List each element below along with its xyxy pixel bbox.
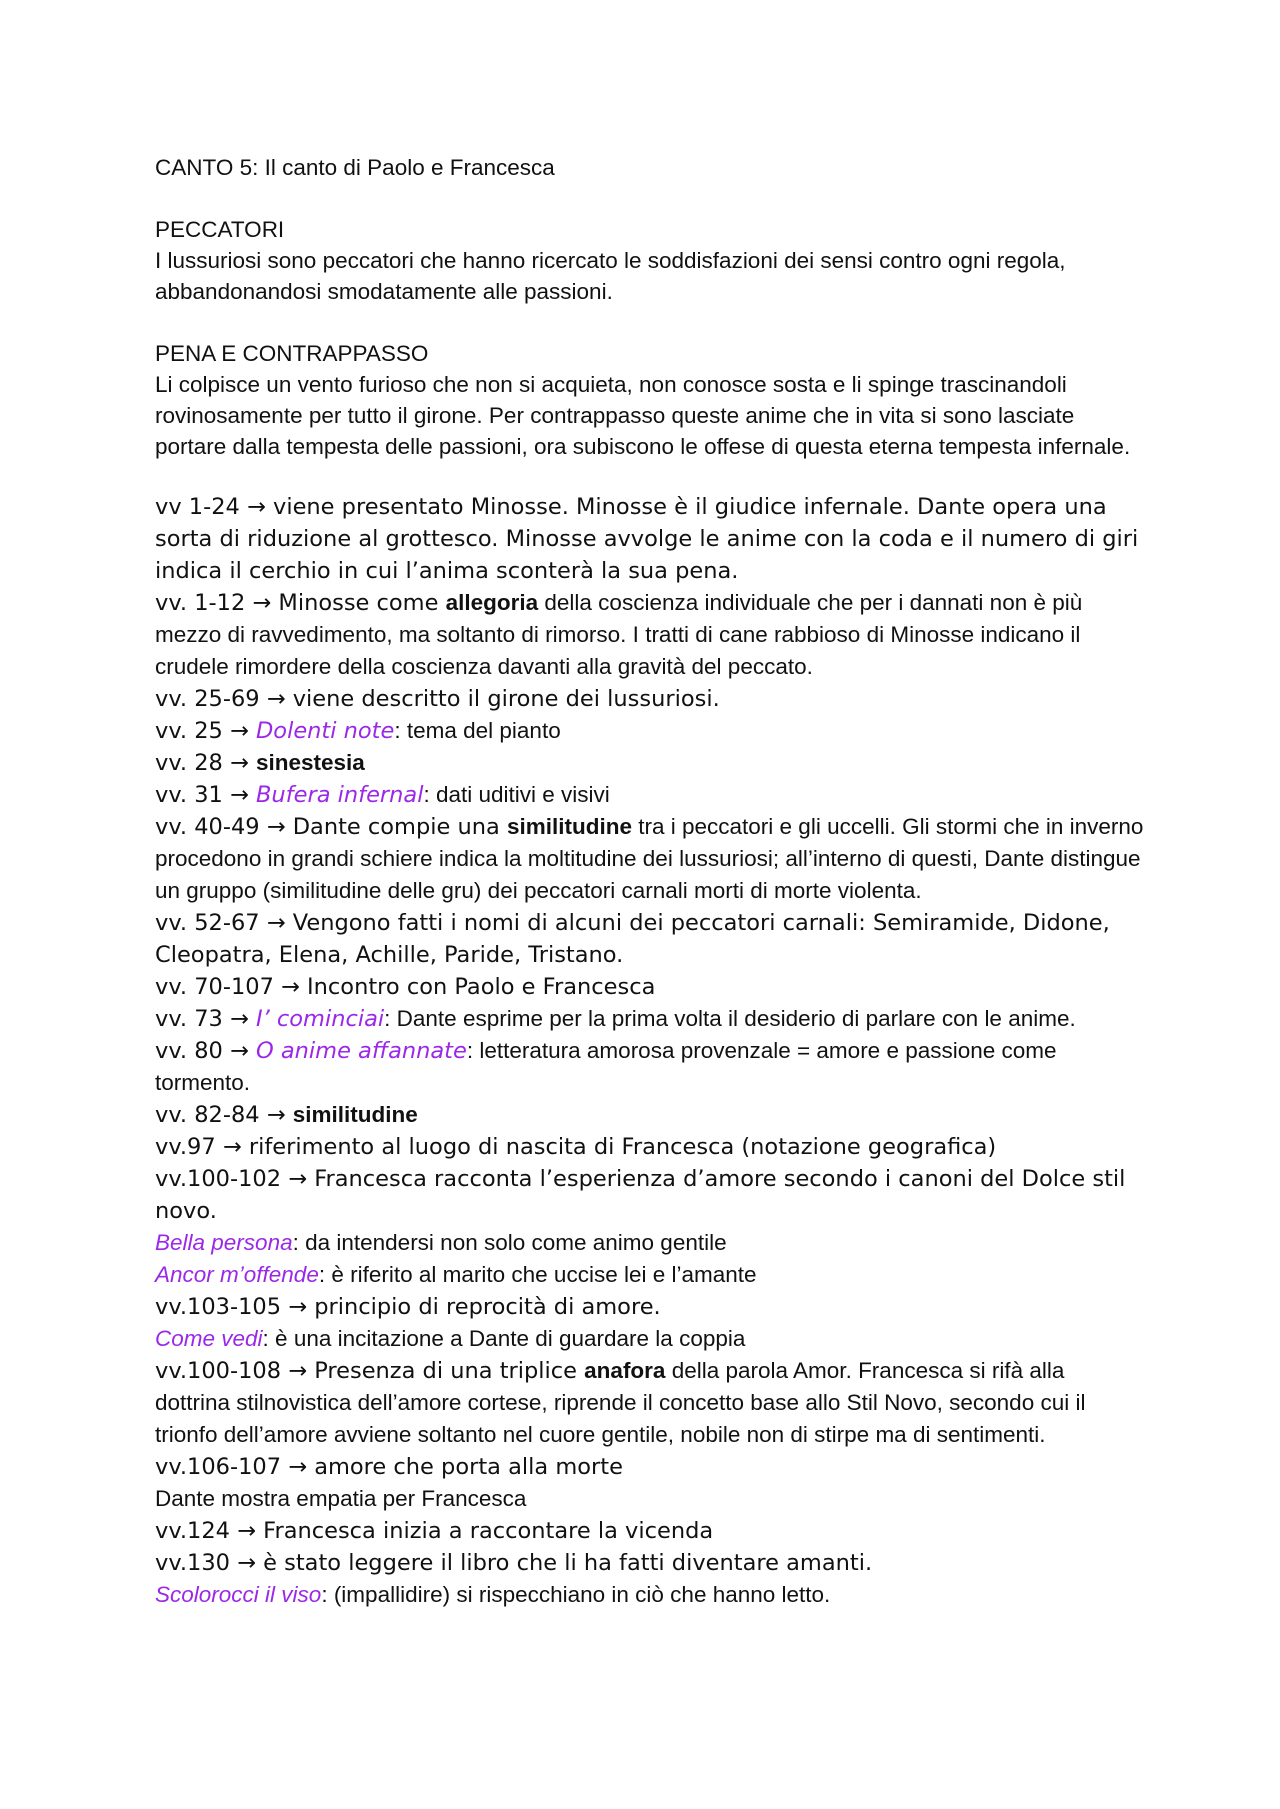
note-vv-97: vv.97 → riferimento al luogo di nascita di Francesca (notazione geografica) — [155, 1134, 997, 1160]
note-vv-103-105: vv.103-105 → principio di reprocità di amore. — [155, 1294, 661, 1320]
note-bella-persona: Bella persona: da intendersi non solo come animo gentile — [155, 1230, 727, 1255]
note-vv-25-69: vv. 25-69 → viene descritto il girone dei lussuriosi. — [155, 686, 720, 712]
note-vv-100-102: vv.100-102 → Francesca racconta l’esperienza d’amore secondo i canoni del Dolce stil novo. — [155, 1166, 1126, 1224]
note-come-vedi: Come vedi: è una incitazione a Dante di guardare la coppia — [155, 1326, 746, 1351]
note-vv-70-107: vv. 70-107 → Incontro con Paolo e Francesca — [155, 974, 656, 1000]
note-vv-73: vv. 73 → I’ cominciai: Dante esprime per la prima volta il desiderio di parlare con le anime. — [155, 1006, 1076, 1032]
note-vv-1-12: vv. 1-12 → Minosse come allegoria della coscienza individuale che per i dannati non è più mezzo di ravvedimento, ma soltanto di rimorso. I tratti di cane rabbioso di Minosse indicano il crudele rimordere della coscienza davanti alla gravità del peccato. — [155, 590, 1083, 679]
page-title: CANTO 5: Il canto di Paolo e Francesca — [155, 155, 555, 180]
note-vv-28: vv. 28 → sinestesia — [155, 750, 365, 776]
note-vv-80: vv. 80 → O anime affannate: letteratura amorosa provenzale = amore e passione come tormento. — [155, 1038, 1057, 1095]
section-heading-pena: PENA E CONTRAPPASSO — [155, 341, 429, 366]
section-heading-peccatori: PECCATORI — [155, 217, 285, 242]
document-body — [155, 152, 1145, 1611]
note-vv-31: vv. 31 → Bufera infernal: dati uditivi e visivi — [155, 782, 610, 808]
note-vv-124: vv.124 → Francesca inizia a raccontare la vicenda — [155, 1518, 714, 1544]
note-vv-130: vv.130 → è stato leggere il libro che li ha fatti diventare amanti. — [155, 1550, 873, 1576]
paragraph-pena: Li colpisce un vento furioso che non si acquieta, non conosce sosta e li spinge trascinandoli rovinosamente per tutto il girone. Per contrappasso queste anime che in vita si sono lasciate portare dalla tempesta delle passioni, ora subiscono le offese di questa eterna tempesta infernale. — [155, 372, 1131, 459]
note-vv-25: vv. 25 → Dolenti note: tema del pianto — [155, 718, 561, 744]
note-ancor-moffende: Ancor m’offende: è riferito al marito che uccise lei e l’amante — [155, 1262, 757, 1287]
note-vv-52-67: vv. 52-67 → Vengono fatti i nomi di alcuni dei peccatori carnali: Semiramide, Didone, Cleopatra, Elena, Achille, Paride, Tristano. — [155, 910, 1110, 968]
note-vv-1-24: vv 1-24 → viene presentato Minosse. Minosse è il giudice infernale. Dante opera una sorta di riduzione al grottesco. Minosse avvolge le anime con la coda e il numero di giri indica il cerchio in cui l’anima sconterà la sua pena. — [155, 494, 1139, 584]
note-vv-82-84: vv. 82-84 → similitudine — [155, 1102, 418, 1128]
note-scolorocci-il-viso: Scolorocci il viso: (impallidire) si rispecchiano in ciò che hanno letto. — [155, 1582, 831, 1607]
paragraph-peccatori: I lussuriosi sono peccatori che hanno ricercato le soddisfazioni dei sensi contro ogni regola, abbandonandosi smodatamente alle passioni. — [155, 248, 1066, 304]
note-vv-40-49: vv. 40-49 → Dante compie una similitudine tra i peccatori e gli uccelli. Gli stormi che in inverno procedono in grandi schiere indica la moltitudine dei lussuriosi; all’interno di questi, Dante distingue un gruppo (similitudine delle gru) dei peccatori carnali morti di morte violenta. — [155, 814, 1144, 903]
note-vv-106-107: vv.106-107 → amore che porta alla morte — [155, 1454, 623, 1480]
note-empatia: Dante mostra empatia per Francesca — [155, 1486, 527, 1511]
note-vv-100-108: vv.100-108 → Presenza di una triplice anafora della parola Amor. Francesca si rifà alla dottrina stilnovistica dell’amore cortese, riprende il concetto base allo Stil Novo, secondo cui il trionfo dell’amore avviene soltanto nel cuore gentile, nobile non di stirpe ma di sentimenti. — [155, 1358, 1086, 1447]
